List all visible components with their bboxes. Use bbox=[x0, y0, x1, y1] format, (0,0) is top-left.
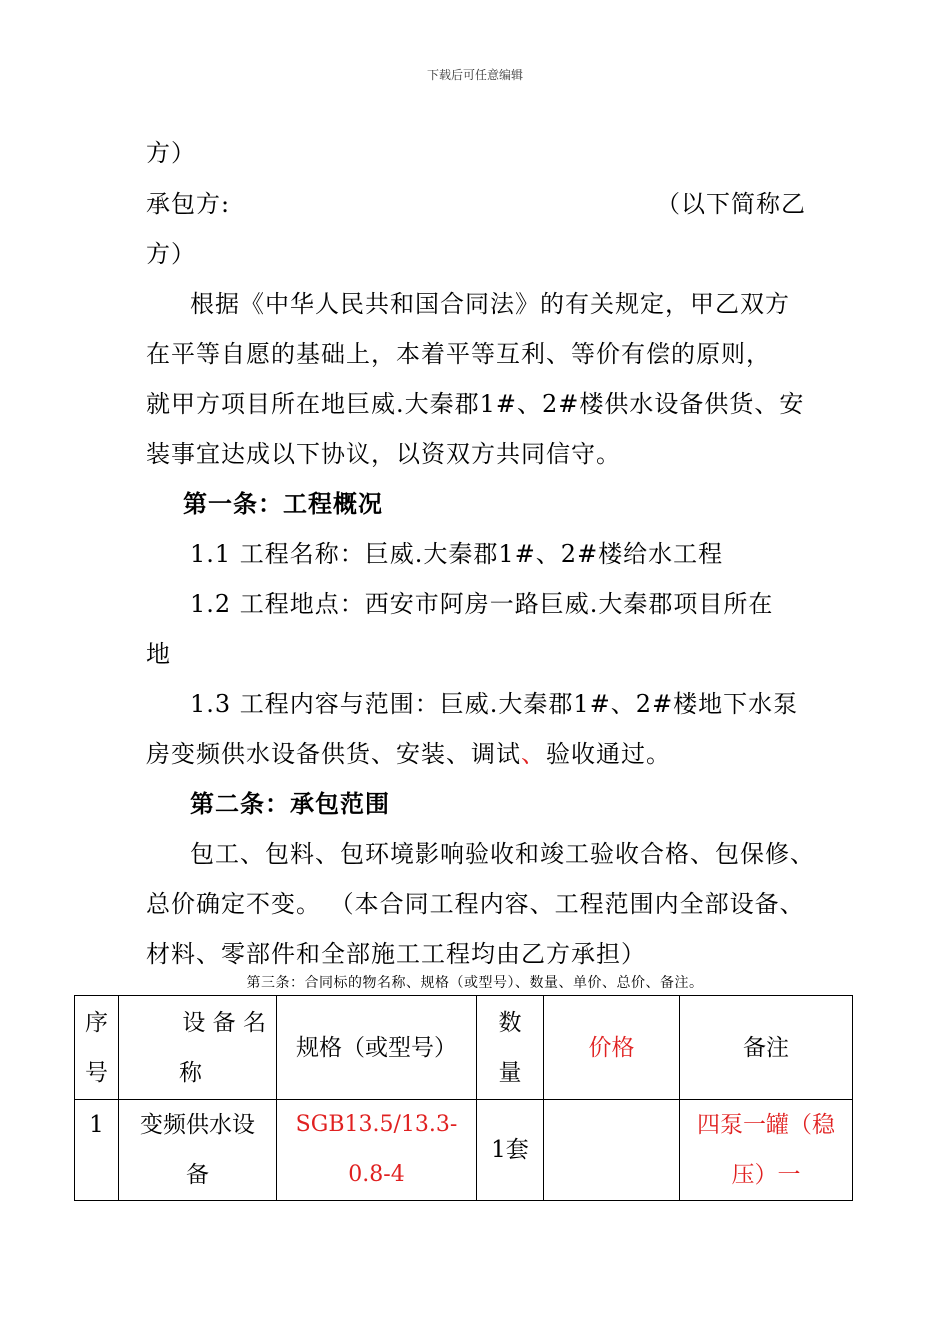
row-name-line1: 变频供水设 bbox=[140, 1112, 255, 1138]
item-1-2: 1.2 工程地点：西安市阿房一路巨威.大秦郡项目所在 bbox=[190, 590, 774, 618]
scope-paragraph-line: 总价确定不变。 （本合同工程内容、工程范围内全部设备、 bbox=[146, 890, 805, 918]
row-spec bbox=[277, 1100, 477, 1201]
header-qty-line1: 数 bbox=[498, 1009, 522, 1036]
header-seq bbox=[75, 996, 119, 1100]
row-price bbox=[544, 1100, 680, 1201]
header-remark: 备注 bbox=[680, 996, 853, 1100]
item-1-3-text: 房变频供水设备供货、安装、调试 bbox=[146, 740, 521, 768]
table-row bbox=[75, 1100, 853, 1201]
header-name bbox=[119, 996, 277, 1100]
header-seq-line1: 序 bbox=[85, 1009, 108, 1036]
header-seq-line2: 号 bbox=[85, 1059, 108, 1086]
item-1-2-cont: 地 bbox=[146, 640, 171, 668]
party-b-suffix: 方） bbox=[146, 240, 196, 268]
row-spec-line2: 0.8-4 bbox=[348, 1162, 405, 1187]
scope-paragraph-line: 材料、零部件和全部施工工程均由乙方承担） bbox=[146, 940, 646, 968]
header-price: 价格 bbox=[544, 996, 680, 1100]
intro-paragraph-line: 根据《中华人民共和国合同法》的有关规定，甲乙双方 bbox=[190, 290, 790, 318]
row-remark-line1: 四泵一罐（稳 bbox=[697, 1112, 835, 1138]
header-name-line1: 设 备 名 bbox=[182, 1009, 266, 1036]
equipment-table bbox=[74, 995, 853, 1201]
item-1-3-red-comma: 、 bbox=[521, 740, 546, 768]
item-1-1: 1.1 工程名称：巨威.大秦郡1#、2#楼给水工程 bbox=[190, 540, 724, 568]
party-a-suffix: 方） bbox=[146, 139, 196, 167]
article-1-title: 第一条：工程概况 bbox=[183, 489, 383, 518]
row-name-line2: 备 bbox=[186, 1162, 209, 1188]
page-header: 下载后可任意编辑 bbox=[426, 68, 523, 82]
scope-paragraph-line: 包工、包料、包环境影响验收和竣工验收合格、包保修、 bbox=[190, 840, 815, 868]
header-spec: 规格（或型号） bbox=[277, 996, 477, 1100]
row-qty: 1套 bbox=[477, 1100, 544, 1201]
contractor-label: 承包方: bbox=[146, 190, 231, 218]
intro-paragraph-line: 就甲方项目所在地巨威.大秦郡1#、2#楼供水设备供货、安 bbox=[146, 390, 805, 418]
item-1-3-text-end: 验收通过。 bbox=[546, 740, 671, 768]
item-1-3: 1.3 工程内容与范围：巨威.大秦郡1#、2#楼地下水泵 bbox=[190, 690, 799, 718]
row-spec-line1: SGB13.5/13.3- bbox=[295, 1112, 458, 1137]
article-2-title: 第二条：承包范围 bbox=[190, 789, 390, 818]
header-name-line2: 称 bbox=[179, 1059, 202, 1086]
row-name bbox=[119, 1100, 277, 1201]
party-b-abbrev: （以下简称乙 bbox=[656, 190, 806, 218]
intro-paragraph-line: 在平等自愿的基础上，本着平等互利、等价有偿的原则， bbox=[146, 340, 771, 368]
row-seq: 1 bbox=[75, 1100, 119, 1201]
intro-paragraph-line: 装事宜达成以下协议，以资双方共同信守。 bbox=[146, 440, 621, 468]
table-header-row bbox=[75, 996, 853, 1100]
header-qty-line2: 量 bbox=[498, 1059, 522, 1086]
item-1-3-cont bbox=[146, 734, 671, 769]
header-qty bbox=[477, 996, 544, 1100]
row-remark-line2: 压）一 bbox=[731, 1162, 801, 1188]
article-3-caption: 第三条：合同标的物名称、规格（或型号）、数量、单价、总价、备注。 bbox=[246, 975, 704, 991]
row-remark bbox=[680, 1100, 853, 1201]
